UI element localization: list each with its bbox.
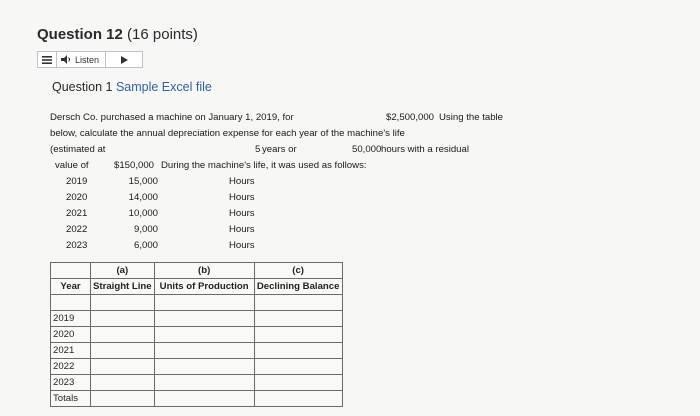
depreciation-table [50,262,343,407]
table-row-totals [51,391,343,407]
units-of-production-total[interactable] [154,391,254,407]
speaker-icon [61,55,72,64]
problem-life-hours: 50,000 [352,144,382,155]
problem-line4-left: value of [55,160,89,171]
units-of-production-cell[interactable] [154,359,254,375]
usage-hours: 10,000 [128,208,158,219]
col-letter-a: (a) [91,263,155,279]
question-title [37,26,198,43]
col-header-units-of-production: Units of Production [154,279,254,295]
usage-unit: Hours [229,240,255,251]
usage-hours: 6,000 [133,240,158,251]
excel-file-line [52,80,212,94]
problem-residual-value: $150,000 [114,160,155,171]
usage-year: 2020 [66,192,88,203]
row-year: 2023 [51,375,91,391]
problem-line4-right: During the machine's life, it was used as follows: [161,160,367,171]
usage-year: 2021 [66,208,88,219]
sample-excel-link[interactable]: Sample Excel file [115,80,212,94]
usage-hours: 9,000 [133,224,158,235]
straight-line-total[interactable] [91,391,155,407]
straight-line-cell[interactable] [91,343,155,359]
row-totals-label: Totals [51,391,91,407]
usage-unit: Hours [229,224,255,235]
straight-line-cell[interactable] [91,359,155,375]
problem-line1-left: Dersch Co. purchased a machine on January 1, 2019, for [50,112,294,123]
declining-balance-cell[interactable] [254,375,342,391]
usage-year: 2022 [66,224,88,235]
straight-line-cell[interactable] [91,375,155,391]
problem-cost: $2,500,000 [386,112,435,123]
col-letter-b: (b) [154,263,254,279]
question-label: Question 12 [37,26,123,43]
declining-balance-cell[interactable] [254,359,342,375]
problem-years-word: years or [262,144,297,155]
table-row [51,359,343,375]
straight-line-cell[interactable] [91,311,155,327]
usage-year: 2023 [66,240,88,251]
straight-line-cell[interactable] [91,327,155,343]
table-row [51,343,343,359]
units-of-production-cell[interactable] [154,343,254,359]
menu-button[interactable] [38,52,57,67]
question-points: (16 points) [127,26,198,43]
problem-life-years: 5 [255,144,261,155]
units-of-production-cell[interactable] [154,375,254,391]
row-year: 2020 [51,327,91,343]
table-row [51,375,343,391]
listen-label: Listen [75,54,100,65]
usage-unit: Hours [229,192,255,203]
declining-balance-cell[interactable] [254,327,342,343]
col-letter-c: (c) [254,263,342,279]
row-year: 2022 [51,359,91,375]
declining-balance-cell[interactable] [254,343,342,359]
table-row [51,327,343,343]
listen-button[interactable] [57,52,106,67]
usage-hours: 14,000 [128,192,158,203]
col-header-year: Year [51,279,91,295]
row-year: 2019 [51,311,91,327]
read-aloud-toolbar [37,51,143,68]
usage-unit: Hours [229,176,255,187]
units-of-production-cell[interactable] [154,311,254,327]
declining-balance-total[interactable] [254,391,342,407]
play-icon [121,56,128,64]
declining-balance-cell[interactable] [254,311,342,327]
usage-hours: 15,000 [128,176,158,187]
units-of-production-cell[interactable] [154,327,254,343]
problem-line3-left: (estimated at [50,144,106,155]
problem-line3-right: hours with a residual [381,144,469,155]
problem-line2: below, calculate the annual depreciation expense for each year of the machine's life [50,128,405,139]
col-header-declining-balance: Declining Balance [254,279,342,295]
subtitle-prefix: Question 1 [52,80,113,94]
row-year: 2021 [51,343,91,359]
table-row [51,311,343,327]
problem-line1-right: Using the table [439,112,503,123]
col-header-straight-line: Straight Line [91,279,155,295]
play-button[interactable] [106,56,142,64]
usage-year: 2019 [66,176,88,187]
usage-unit: Hours [229,208,255,219]
menu-icon [42,56,52,64]
